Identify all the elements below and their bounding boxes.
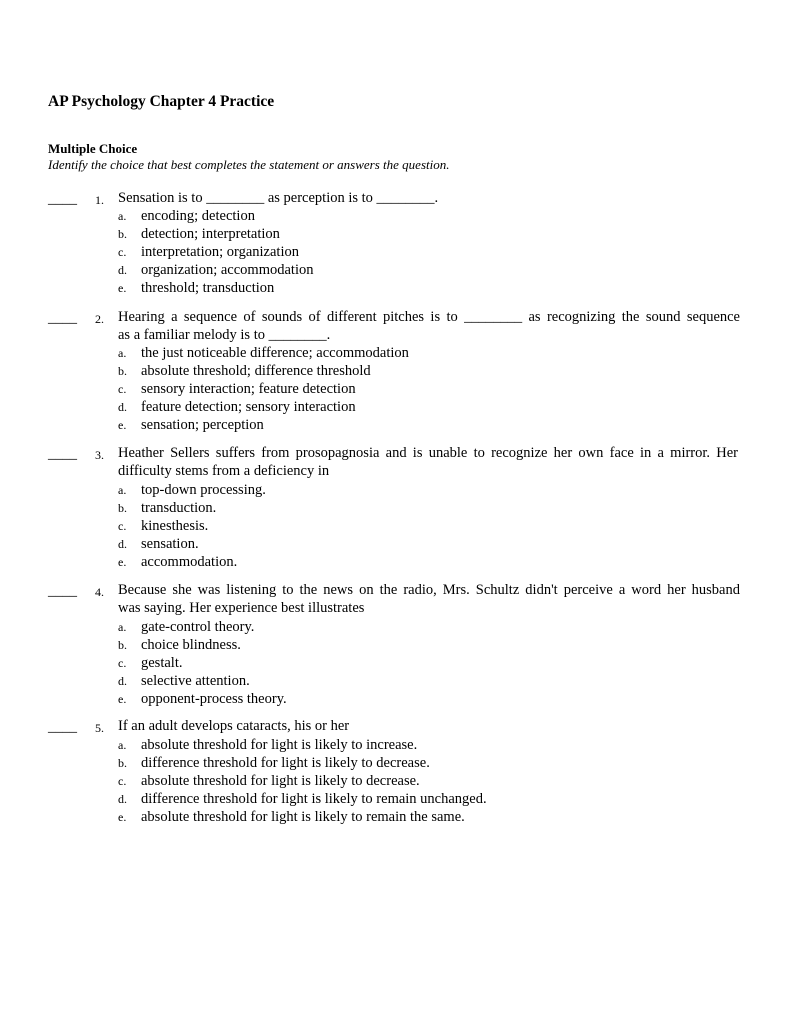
question-number: 5. bbox=[95, 721, 104, 735]
choice-text: threshold; transduction bbox=[141, 280, 275, 296]
choice-text: transduction. bbox=[141, 500, 217, 516]
question-number: 3. bbox=[95, 448, 104, 462]
choice-letter: e. bbox=[118, 418, 127, 432]
section-heading: Multiple Choice bbox=[48, 141, 138, 156]
choice-letter: d. bbox=[118, 537, 127, 551]
choice-text: gestalt. bbox=[141, 655, 183, 671]
choice-c[interactable] bbox=[118, 654, 744, 672]
stem-line: Heather Sellers suffers from prosopagnosia and is unable to recognize her own face in a mirror. Her bbox=[118, 445, 738, 461]
choice-c[interactable] bbox=[118, 517, 744, 535]
stem-line: If an adult develops cataracts, his or her bbox=[118, 718, 350, 734]
choice-letter: e. bbox=[118, 555, 127, 569]
choice-letter: e. bbox=[118, 692, 127, 706]
choice-e[interactable] bbox=[118, 808, 744, 826]
choice-letter: c. bbox=[118, 519, 127, 533]
choice-letter: a. bbox=[118, 209, 127, 223]
stem-line: was saying. Her experience best illustrates bbox=[118, 599, 365, 616]
choice-text: opponent-process theory. bbox=[141, 691, 287, 707]
choice-c[interactable] bbox=[118, 243, 744, 261]
choice-d[interactable] bbox=[118, 398, 744, 416]
choice-letter: e. bbox=[118, 281, 127, 295]
choice-letter: d. bbox=[118, 674, 127, 688]
choice-b[interactable] bbox=[118, 754, 744, 772]
choice-letter: a. bbox=[118, 738, 127, 752]
choice-text: interpretation; organization bbox=[141, 244, 299, 260]
choice-d[interactable] bbox=[118, 672, 744, 690]
choice-list bbox=[118, 618, 744, 708]
choice-letter: c. bbox=[118, 774, 127, 788]
choice-text: accommodation. bbox=[141, 554, 238, 570]
choice-text: gate-control theory. bbox=[141, 619, 255, 635]
choice-text: absolute threshold for light is likely to increase. bbox=[141, 737, 418, 753]
choice-letter: c. bbox=[118, 656, 127, 670]
choice-a[interactable] bbox=[118, 207, 744, 225]
choice-d[interactable] bbox=[118, 535, 744, 553]
question-stem bbox=[118, 445, 738, 481]
choice-text: sensation; perception bbox=[141, 417, 264, 433]
question-stem bbox=[118, 309, 740, 345]
answer-blank[interactable]: ____ bbox=[48, 719, 77, 735]
choice-text: sensory interaction; feature detection bbox=[141, 381, 356, 397]
choice-letter: a. bbox=[118, 620, 127, 634]
page-title: AP Psychology Chapter 4 Practice bbox=[48, 93, 275, 110]
question-number: 4. bbox=[95, 585, 104, 599]
choice-a[interactable] bbox=[118, 344, 744, 362]
choice-e[interactable] bbox=[118, 416, 744, 434]
stem-line: Hearing a sequence of sounds of different pitches is to ________ as recognizing the sound sequence bbox=[118, 309, 740, 325]
stem-line: difficulty stems from a deficiency in bbox=[118, 462, 330, 479]
answer-blank[interactable]: ____ bbox=[48, 310, 77, 326]
stem-line: Sensation is to ________ as perception is to ________. bbox=[118, 190, 439, 206]
choice-letter: b. bbox=[118, 501, 127, 515]
answer-blank[interactable]: ____ bbox=[48, 191, 77, 207]
choice-text: the just noticeable difference; accommodation bbox=[141, 345, 409, 361]
choice-text: absolute threshold for light is likely to remain the same. bbox=[141, 809, 465, 825]
choice-list bbox=[118, 344, 744, 434]
question-stem bbox=[118, 582, 740, 618]
choice-b[interactable] bbox=[118, 499, 744, 517]
choice-text: top-down processing. bbox=[141, 482, 266, 498]
choice-e[interactable] bbox=[118, 279, 744, 297]
choice-letter: b. bbox=[118, 638, 127, 652]
choice-list bbox=[118, 207, 744, 297]
choice-letter: e. bbox=[118, 810, 127, 824]
choice-text: choice blindness. bbox=[141, 637, 241, 653]
choice-letter: d. bbox=[118, 263, 127, 277]
choice-letter: d. bbox=[118, 792, 127, 806]
choice-list bbox=[118, 481, 744, 571]
choice-c[interactable] bbox=[118, 380, 744, 398]
choice-c[interactable] bbox=[118, 772, 744, 790]
choice-e[interactable] bbox=[118, 690, 744, 708]
answer-blank[interactable]: ____ bbox=[48, 446, 77, 462]
answer-blank[interactable]: ____ bbox=[48, 583, 77, 599]
choice-letter: c. bbox=[118, 245, 127, 259]
choice-letter: c. bbox=[118, 382, 127, 396]
stem-line: Because she was listening to the news on the radio, Mrs. Schultz didn't perceive a word her husband bbox=[118, 582, 740, 598]
question-stem bbox=[118, 190, 744, 208]
question-number: 2. bbox=[95, 312, 104, 326]
choice-text: detection; interpretation bbox=[141, 226, 280, 242]
choice-text: organization; accommodation bbox=[141, 262, 314, 278]
choice-a[interactable] bbox=[118, 736, 744, 754]
choice-d[interactable] bbox=[118, 261, 744, 279]
choice-text: difference threshold for light is likely to remain unchanged. bbox=[141, 791, 487, 807]
choice-letter: b. bbox=[118, 227, 127, 241]
choice-b[interactable] bbox=[118, 636, 744, 654]
choice-letter: a. bbox=[118, 483, 127, 497]
choice-text: encoding; detection bbox=[141, 208, 255, 224]
choice-a[interactable] bbox=[118, 481, 744, 499]
choice-e[interactable] bbox=[118, 553, 744, 571]
choice-letter: d. bbox=[118, 400, 127, 414]
section-instructions: Identify the choice that best completes the statement or answers the question. bbox=[48, 157, 450, 172]
choice-text: absolute threshold; difference threshold bbox=[141, 363, 371, 379]
choice-text: feature detection; sensory interaction bbox=[141, 399, 356, 415]
choice-letter: b. bbox=[118, 364, 127, 378]
choice-text: difference threshold for light is likely to decrease. bbox=[141, 755, 430, 771]
choice-text: absolute threshold for light is likely to decrease. bbox=[141, 773, 420, 789]
choice-a[interactable] bbox=[118, 618, 744, 636]
choice-list bbox=[118, 736, 744, 826]
choice-text: selective attention. bbox=[141, 673, 250, 689]
choice-d[interactable] bbox=[118, 790, 744, 808]
question-stem bbox=[118, 718, 744, 736]
choice-b[interactable] bbox=[118, 225, 744, 243]
choice-text: sensation. bbox=[141, 536, 199, 552]
choice-text: kinesthesis. bbox=[141, 518, 209, 534]
choice-letter: a. bbox=[118, 346, 127, 360]
question-number: 1. bbox=[95, 193, 104, 207]
choice-b[interactable] bbox=[118, 362, 744, 380]
stem-line: as a familiar melody is to ________. bbox=[118, 326, 331, 343]
choice-letter: b. bbox=[118, 756, 127, 770]
